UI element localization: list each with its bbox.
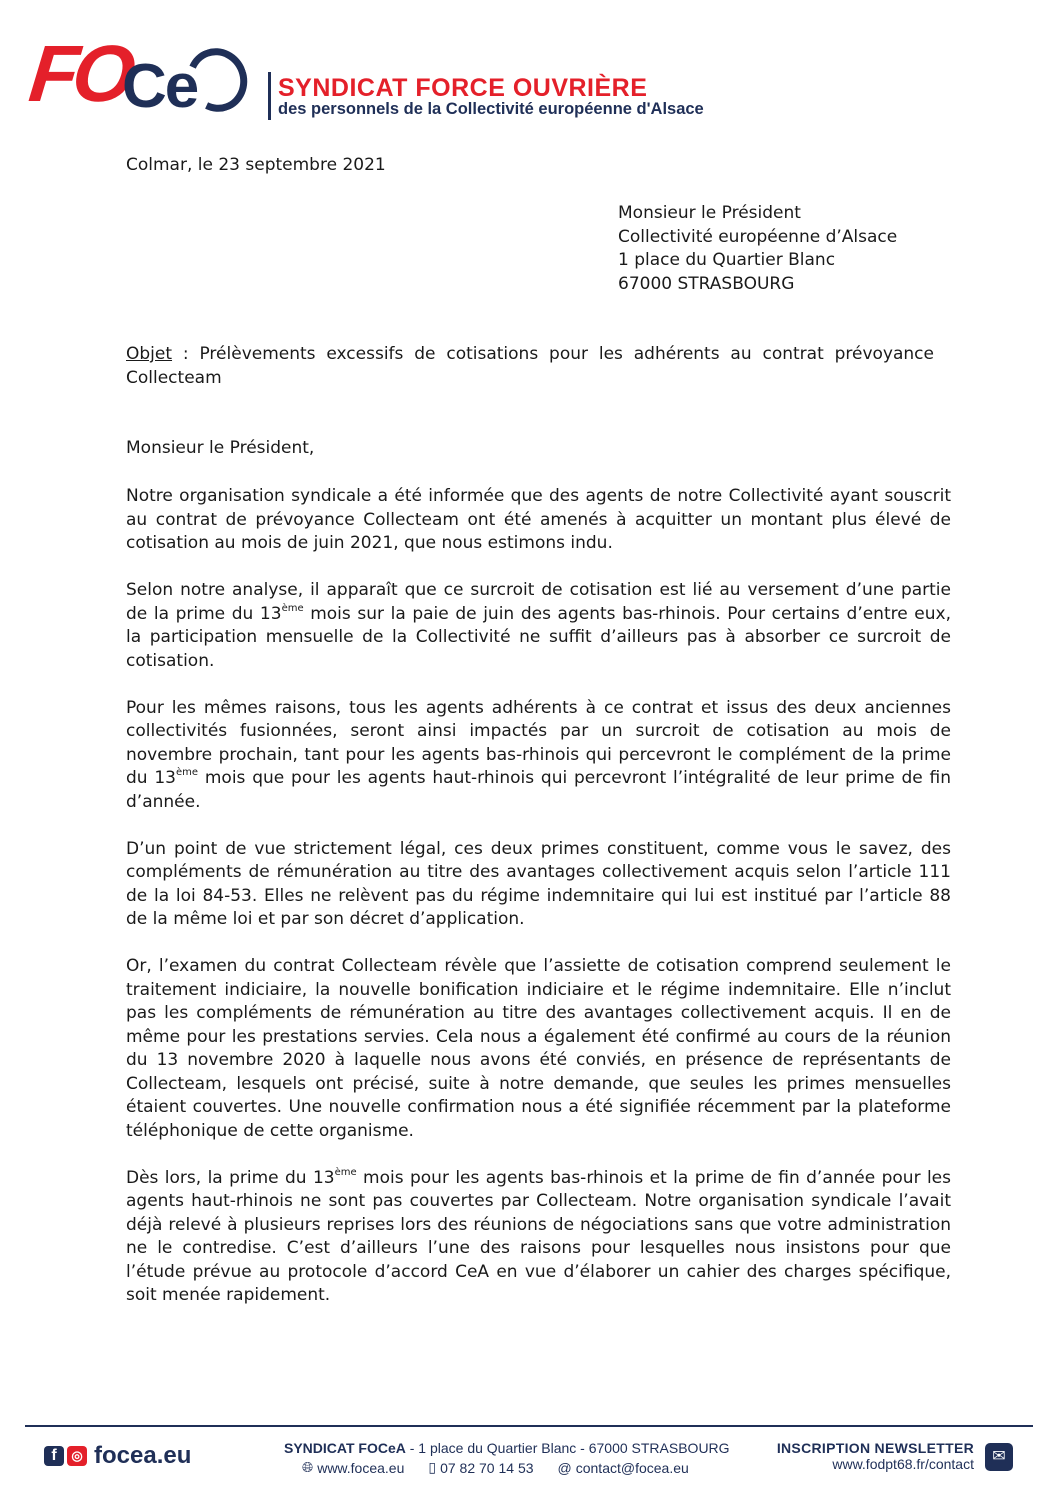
object-label: Objet (126, 344, 173, 364)
logo-fo: FO (25, 29, 134, 118)
footer-email[interactable]: contact@focea.eu (575, 1459, 689, 1476)
letter-body (126, 485, 951, 1331)
recipient-address (618, 202, 897, 296)
logo-cea: Ce (122, 52, 198, 121)
paragraph: Dès lors, la prime du 13ème mois pour les agents bas-rhinois et la prime de fin d’année pour les agents haut-rhinois ne sont pas couvertes par Collecteam. Notre organisation syndicale l’avait déjà relevé à plusieurs reprises lors des réunions de négociations sans que votre administration ne le contredise. C’est d’ailleurs l’une des raisons pour lesquelles nous insistons pour que l’étude prévue au protocole d’accord CeA en vue d’élaborer un cahier des charges spécifique, soit menée rapidement. (126, 1166, 951, 1305)
social-links (44, 1442, 191, 1470)
paragraph: D’un point de vue strictement légal, ces deux primes constituent, comme vous le savez, des compléments de rémunération au titre des avantages collectivement acquis selon l’article 111 de la loi 84-53. Elles ne relèvent pas du régime indemnitaire qui lui est institué par l’article 88 de la même loi et par son décret d’application. (126, 838, 951, 929)
paragraph: Pour les mêmes raisons, tous les agents adhérents à ce contrat et issus des deux anciennes collectivités fusionnées, seront ainsi impactés par un surcroit de cotisation au mois de novembre prochain, tant pour les agents bas-rhinois qui percevront le complément de la prime du 13ème mois que pour les agents haut-rhinois qui percevront l’intégralité de leur prime de fin d’année. (126, 697, 951, 812)
recipient-line: Monsieur le Président (618, 203, 801, 223)
instagram-icon[interactable]: ◎ (67, 1446, 87, 1466)
paragraph: Selon notre analyse, il apparaît que ce surcroit de cotisation est lié au versement d’une partie de la prime du 13ème mois sur la paie de juin des agents bas-rhinois. Pour certains d’entre eux, la participation mensuelle de la Collectivité ne suffit d’ailleurs pas à absorber ce surcroit de cotisation. (126, 580, 952, 671)
paragraph: Or, l’examen du contrat Collecteam révèle que l’assiette de cotisation comprend seulement le traitement indiciaire, la nouvelle bonification indiciaire et le régime indemnitaire. Elle n’inclut pas les compléments de rémunération au titre des avantages collectivement acquis. Il en de même pour les prestations servies. Cela nous a également été confirmé au cours de la réunion du 13 novembre 2020 à laquelle nous avons été conviés, en présence de représentants de Collecteam, lesquels ont précisé, suite à notre demande, que seules les primes mensuelles étaient couvertes. Une nouvelle confirmation nous a été signifiée récemment par la plateforme téléphonique de cette organisme. (126, 956, 951, 1141)
phone-icon: ▯ (428, 1459, 437, 1475)
salutation: Monsieur le Président, (126, 438, 315, 458)
footer-divider (25, 1425, 1033, 1427)
footer-phone[interactable]: 07 82 70 14 53 (440, 1459, 534, 1476)
facebook-icon[interactable]: f (44, 1446, 64, 1466)
header-subtitle: des personnels de la Collectivité européenne d'Alsace (278, 100, 704, 118)
footer-address: SYNDICAT FOCeA - 1 place du Quartier Blanc - 67000 STRASBOURG (284, 1440, 730, 1456)
object-text: Prélèvements excessifs de cotisations pour les adhérents au contrat prévoyance Collecteam (126, 344, 934, 388)
focea-logo (25, 29, 255, 124)
footer-website[interactable]: www.focea.eu (317, 1459, 405, 1476)
newsletter-title: INSCRIPTION NEWSLETTER (776, 1440, 974, 1456)
header-divider (268, 72, 271, 120)
mail-icon[interactable]: ✉ (985, 1443, 1013, 1471)
recipient-line: Collectivité européenne d’Alsace (618, 226, 898, 247)
globe-icon: 🌐︎ (302, 1459, 314, 1475)
footer-brand[interactable]: focea.eu (94, 1442, 192, 1469)
recipient-line: 1 place du Quartier Blanc (618, 250, 836, 270)
footer-contact (284, 1440, 730, 1476)
recipient-line: 67000 STRASBOURG (618, 273, 795, 294)
object-separator: : (172, 344, 200, 364)
at-icon: @ (557, 1459, 572, 1476)
paragraph: Notre organisation syndicale a été informée que des agents de notre Collectivité ayant souscrit au contrat de prévoyance Collecteam ont été amenés à acquitter un montant plus élevé de cotisation au mois de juin 2021, que nous estimons indu. (126, 486, 951, 553)
letter-object (126, 343, 934, 390)
header-title: SYNDICAT FORCE OUVRIÈRE (278, 74, 648, 102)
letter-date: Colmar, le 23 septembre 2021 (126, 155, 386, 175)
newsletter-block (740, 1440, 974, 1472)
newsletter-url[interactable]: www.fodpt68.fr/contact (832, 1456, 974, 1472)
